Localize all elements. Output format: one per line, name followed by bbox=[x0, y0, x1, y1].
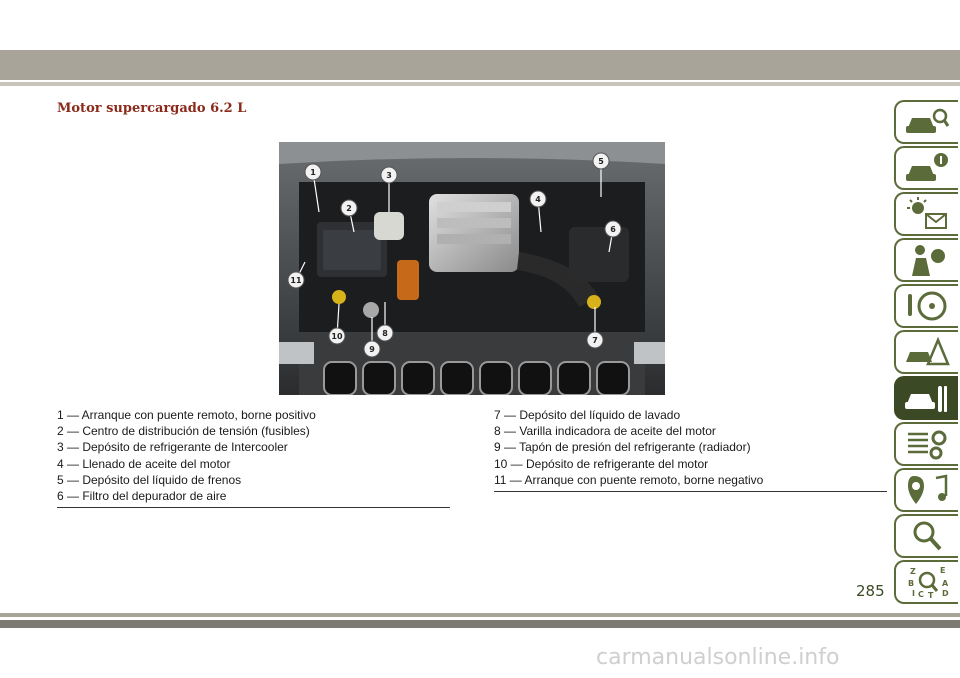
legend-item: 11 — Arranque con puente remoto, borne negativo bbox=[494, 472, 764, 487]
svg-text:B: B bbox=[908, 579, 915, 588]
search-magnifier-icon bbox=[904, 518, 950, 554]
svg-text:3: 3 bbox=[386, 171, 392, 180]
svg-text:9: 9 bbox=[369, 345, 375, 354]
legend-item: 3 — Depósito de refrigerante de Intercooler bbox=[57, 440, 288, 455]
svg-text:7: 7 bbox=[592, 336, 598, 345]
legend-item: 7 — Depósito del líquido de lavado bbox=[494, 408, 681, 422]
tab-index[interactable] bbox=[894, 560, 958, 604]
legend-left bbox=[57, 407, 450, 508]
footer-band bbox=[0, 613, 960, 617]
specifications-gear-icon bbox=[904, 426, 950, 462]
legend-item: 1 — Arranque con puente remoto, borne positivo bbox=[57, 408, 316, 422]
tab-car-info[interactable] bbox=[894, 146, 958, 190]
legend-item: 9 — Tapón de presión del refrigerante (radiador) bbox=[494, 440, 751, 455]
footer-band-dark bbox=[0, 620, 960, 628]
svg-text:5: 5 bbox=[598, 157, 604, 166]
car-info-icon bbox=[904, 150, 950, 186]
index-alphabet-icon bbox=[904, 564, 950, 600]
svg-text:8: 8 bbox=[382, 329, 388, 338]
legend-item: 6 — Filtro del depurador de aire bbox=[57, 489, 227, 504]
svg-text:D: D bbox=[942, 589, 949, 598]
tab-search[interactable] bbox=[894, 514, 958, 558]
svg-text:11: 11 bbox=[290, 276, 302, 285]
svg-text:1: 1 bbox=[310, 168, 316, 177]
warning-lights-message-icon bbox=[904, 196, 950, 232]
tab-car-wrench[interactable] bbox=[894, 376, 958, 420]
legend-item: 10 — Depósito de refrigerante del motor bbox=[494, 456, 709, 471]
svg-text:10: 10 bbox=[331, 332, 343, 341]
header-band-line bbox=[0, 82, 960, 86]
engine-illustration bbox=[279, 142, 665, 395]
car-warning-triangle-icon bbox=[904, 334, 950, 370]
svg-text:6: 6 bbox=[610, 225, 616, 234]
tab-multimedia[interactable] bbox=[894, 468, 958, 512]
legend-item: 5 — Depósito del líquido de frenos bbox=[57, 472, 242, 487]
header-band bbox=[0, 50, 960, 80]
page-number: 285 bbox=[856, 582, 885, 600]
legend-right bbox=[494, 407, 887, 492]
car-wrench-icon bbox=[904, 380, 950, 416]
engine-photo bbox=[279, 142, 665, 395]
tab-car-magnifier[interactable] bbox=[894, 100, 958, 144]
legend-item: 8 — Varilla indicadora de aceite del motor bbox=[494, 424, 716, 439]
svg-text:E: E bbox=[940, 566, 946, 575]
seat-airbag-icon bbox=[904, 242, 950, 278]
multimedia-music-icon bbox=[904, 472, 950, 508]
steering-wheel-key-icon bbox=[904, 288, 950, 324]
tab-steering-wheel[interactable] bbox=[894, 284, 958, 328]
svg-text:I: I bbox=[912, 589, 915, 598]
svg-text:C: C bbox=[918, 590, 924, 599]
tab-seat-airbag[interactable] bbox=[894, 238, 958, 282]
svg-text:Z: Z bbox=[910, 567, 916, 576]
watermark: carmanualsonline.info bbox=[596, 645, 840, 670]
svg-text:2: 2 bbox=[346, 204, 352, 213]
tab-specifications[interactable] bbox=[894, 422, 958, 466]
car-magnifier-icon bbox=[904, 104, 950, 140]
svg-text:4: 4 bbox=[535, 195, 541, 204]
svg-text:T: T bbox=[928, 591, 934, 600]
section-title: Motor supercargado 6.2 L bbox=[57, 101, 247, 116]
legend-item: 2 — Centro de distribución de tensión (fusibles) bbox=[57, 424, 310, 439]
tab-car-warning-triangle[interactable] bbox=[894, 330, 958, 374]
legend-item: 4 — Llenado de aceite del motor bbox=[57, 456, 231, 471]
tab-warning-lights[interactable] bbox=[894, 192, 958, 236]
svg-text:A: A bbox=[942, 579, 949, 588]
